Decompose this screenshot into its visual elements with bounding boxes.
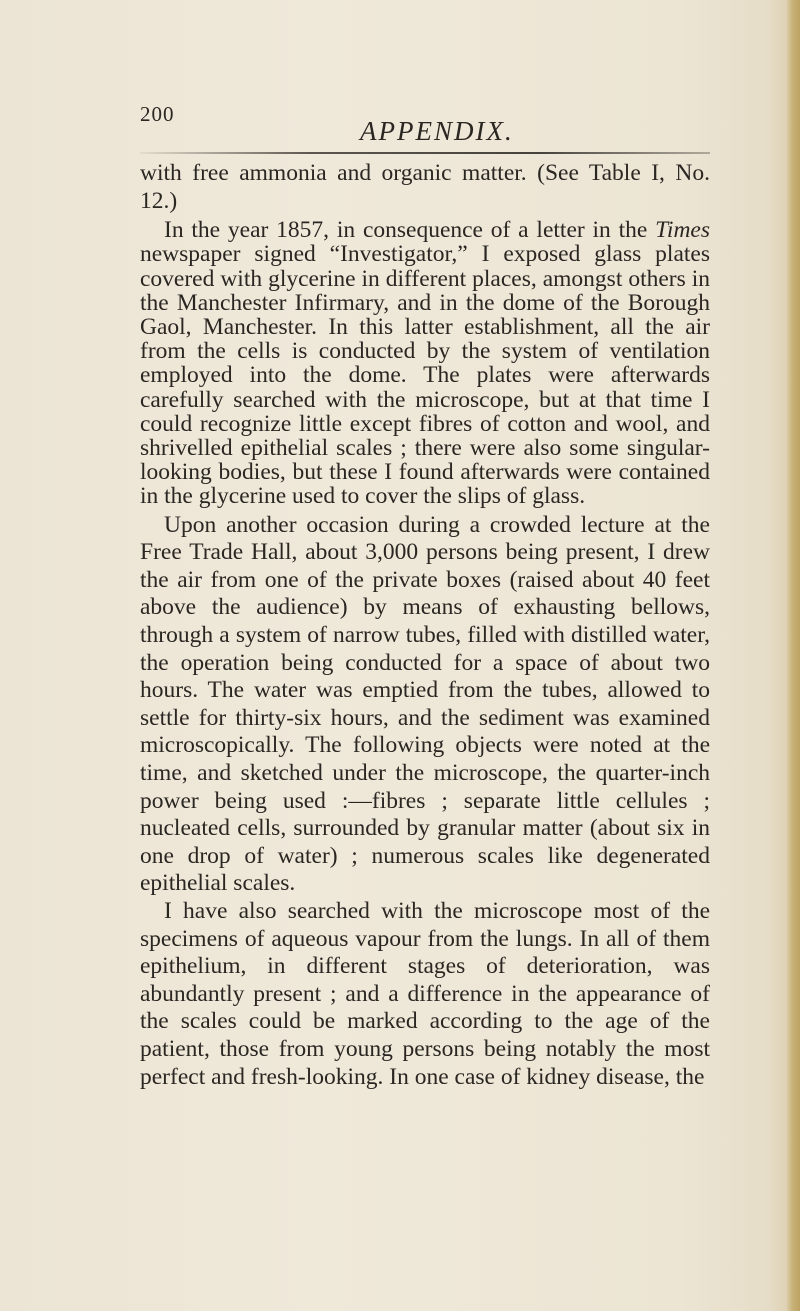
paragraph-continuation (140, 160, 710, 215)
paragraph-glycerine-plates (140, 218, 710, 508)
text-run: I have also searched with the microscope most of the specimens of aqueous vapour from the lungs. In all of them epithelium, in different stages of deterioration, was abundantly present ; and a difference in the appearance of the scales could be marked according to the age of the patient, those from young persons being notably the most perfect and fresh-looking. In one case of kidney disease, the (140, 897, 710, 1090)
page-number: 200 (140, 102, 175, 126)
paragraph-free-trade-hall (140, 512, 710, 898)
running-head: APPENDIX. (360, 116, 514, 146)
paragraph-aqueous-vapour (140, 898, 710, 1091)
text-run: In the year 1857, in consequence of a letter in the (164, 217, 656, 244)
text-run: newspaper signed “Investigator,” I exposed glass plates covered with glycerine in different places, amongst others in the Manchester Infirmary, and in the dome of the Borough Gaol, Manchester. In this latter establishment, all the air from the cells is conducted by the system of ventilation employed into the dome. The plates were afterwards carefully searched with the microscope, but at that time I could recognize little except fibres of cotton and wool, and shrivelled epithelial scales ; there were also some singular-looking bodies, but these I found afterwards were contained in the glycerine used to cover the slips of glass. (140, 241, 710, 510)
page-edge-shadow (786, 0, 800, 1311)
text-run: with free ammonia and organic matter. (See Table I, No. 12.) (140, 160, 710, 214)
body-text (140, 160, 710, 1091)
newspaper-title: Times (655, 217, 710, 244)
header-rule (140, 152, 710, 154)
text-run: Upon another occasion during a crowded lecture at the Free Trade Hall, about 3,000 persons being present, I drew the air from one of the private boxes (raised about 40 feet above the audience) by means of exhausting bellows, through a system of narrow tubes, filled with distilled water, the operation being conducted for a space of about two hours. The water was emptied from the tubes, allowed to settle for thirty-six hours, and the sediment was examined microscopically. The following objects were noted at the time, and sketched under the microscope, the quarter-inch power being used :—fibres ; separate little cellules ; nucleated cells, surrounded by granular matter (about six in one drop of water) ; numerous scales like degenerated epithelial scales. (140, 511, 710, 897)
